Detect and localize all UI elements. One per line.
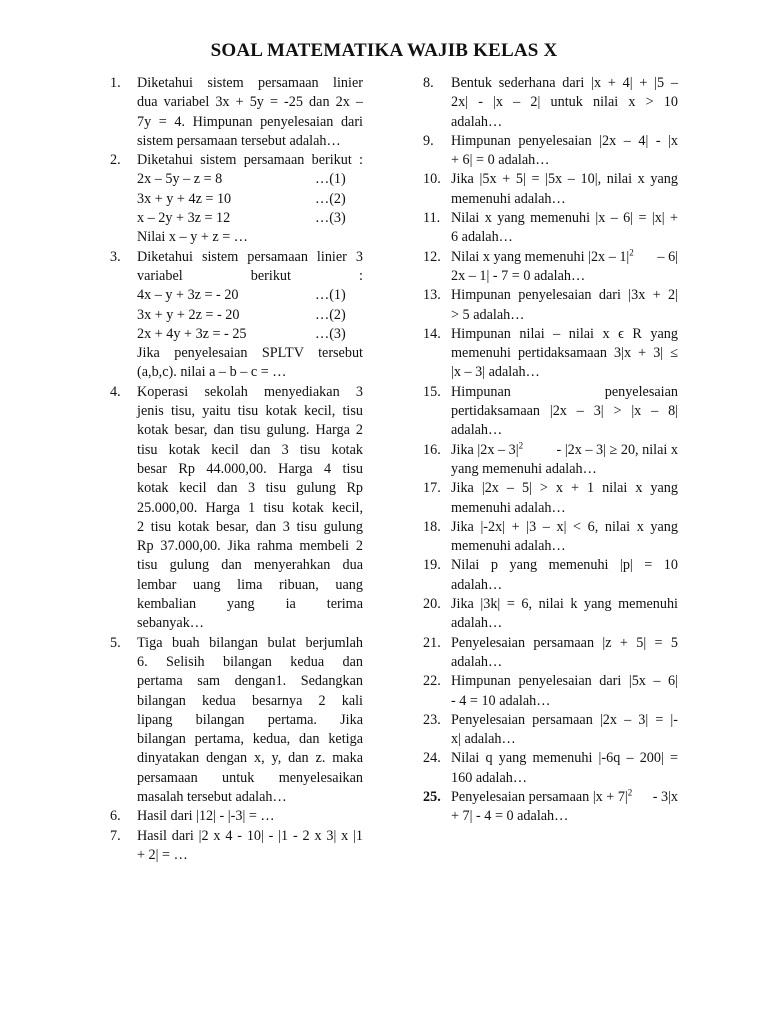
superscript: 2 — [518, 439, 524, 450]
question-text-line: > 5 adalah… — [451, 306, 525, 323]
question-number: 24. — [423, 750, 441, 767]
question-text-line: |x – 3| adalah… — [451, 364, 540, 381]
question-number: 10. — [423, 171, 441, 188]
question-text-line: 6. Selisih bilangan kedua dan — [137, 653, 363, 670]
question-text-line: Nilai x – y + z = … — [137, 229, 248, 246]
question-text-line: Diketahui sistem persamaan linier 3 — [137, 248, 363, 265]
question-text-line: Diketahui sistem persamaan berikut : — [137, 152, 363, 169]
question-text-line: - 4 = 10 adalah… — [451, 692, 551, 709]
question-number: 22. — [423, 673, 441, 690]
question-text-line: Himpunan penyelesaian — [451, 383, 678, 400]
question-number: 11. — [423, 210, 441, 227]
page-title: SOAL MATEMATIKA WAJIB KELAS X — [210, 40, 558, 61]
question-item — [423, 556, 678, 595]
question-text-line: Himpunan penyelesaian |2x – 4| - |x — [451, 132, 678, 149]
question-item — [423, 518, 678, 557]
question-text-line: sebanyak… — [137, 615, 204, 632]
question-number: 20. — [423, 596, 441, 613]
superscript: 2 — [627, 787, 633, 798]
question-item — [110, 634, 363, 808]
equation-tag: …(2) — [315, 306, 346, 323]
question-item — [110, 383, 363, 634]
question-text-line: Tiga buah bilangan bulat berjumlah — [137, 634, 363, 651]
question-item — [423, 788, 678, 827]
question-text-line: Jika penyelesaian SPLTV tersebut — [137, 345, 363, 362]
equation-tag: …(3) — [315, 210, 346, 227]
question-item — [423, 325, 678, 383]
question-text-line: 6 adalah… — [451, 229, 513, 246]
question-text-line: Nilai q yang memenuhi |-6q – 200| = — [451, 750, 678, 767]
question-number: 6. — [110, 808, 121, 825]
question-text-line: (a,b,c). nilai a – b – c = … — [137, 364, 287, 381]
question-text-line: Hasil dari |2 x 4 - 10| - |1 - 2 x 3| x |1 — [137, 827, 363, 844]
question-number: 16. — [423, 441, 441, 458]
equation-text: 2x – 5y – z = 8 — [137, 171, 223, 188]
question-text-line: variabel berikut : — [137, 267, 363, 284]
question-text-line: bilangan pertama, kedua, dan ketiga — [137, 731, 363, 748]
equation-row — [137, 190, 363, 209]
question-text-line: Koperasi sekolah menyediakan 3 — [137, 383, 363, 400]
question-number: 25. — [423, 788, 441, 805]
question-text-line: Nilai x yang memenuhi $|2x - 1|^2$ – 6| — [451, 246, 678, 265]
question-number: 12. — [423, 248, 441, 265]
question-text-line: Diketahui sistem persamaan linier — [137, 75, 363, 91]
question-text-line: pertama sam dengan1. Sedangkan — [137, 673, 363, 690]
question-number: 2. — [110, 152, 121, 169]
question-text-line: jenis tisu, yaitu tisu kotak kecil, tisu — [137, 403, 363, 420]
question-text-line: Jika |5x + 5| = |5x – 10|, nilai x yang — [451, 171, 678, 188]
question-text-line: Rp 37.000,00. Jika rahma membeli 2 — [137, 538, 363, 555]
question-item — [423, 170, 678, 209]
right-column — [423, 74, 678, 827]
question-item — [423, 132, 678, 171]
question-text-line: + 7| - 4 = 0 adalah… — [451, 808, 569, 825]
equation-row — [137, 325, 363, 344]
question-text-line: adalah… — [451, 576, 503, 593]
equation-row — [137, 286, 363, 305]
question-item — [423, 711, 678, 750]
question-text-line: 2x – 1| - 7 = 0 adalah… — [451, 267, 586, 284]
equation-tag: …(1) — [315, 287, 346, 304]
question-text-line: Jika $|2x - 3|^2$ - |2x – 3| ≥ 20, nilai x — [451, 439, 678, 458]
question-number: 9. — [423, 132, 434, 149]
question-text-line: adalah… — [451, 422, 503, 439]
question-text-line: dua variabel 3x + 5y = -25 dan 2x – — [137, 94, 363, 111]
question-text-line: Penyelesaian persamaan $|x + 7|^2$ - 3|x — [451, 787, 678, 805]
question-item — [423, 383, 678, 441]
question-number: 15. — [423, 383, 441, 400]
question-text-line: adalah… — [451, 615, 503, 632]
question-text-line: Penyelesaian persamaan |2x – 3| = |- — [451, 711, 678, 728]
question-number: 13. — [423, 287, 441, 304]
question-text-line: Himpunan penyelesaian dari |3x + 2| — [451, 287, 678, 304]
question-text-line: 160 adalah… — [451, 769, 528, 786]
question-text-line: Nilai p yang memenuhi |p| = 10 — [451, 557, 678, 574]
question-number: 7. — [110, 827, 121, 844]
equation-text: 4x – y + 3z = - 20 — [137, 287, 239, 304]
question-number: 18. — [423, 518, 441, 535]
question-text-line: Himpunan penyelesaian dari |5x – 6| — [451, 673, 678, 690]
question-item — [110, 248, 363, 383]
question-item — [423, 595, 678, 634]
question-item — [110, 807, 363, 826]
question-number: 17. — [423, 480, 441, 497]
question-text-line: adalah… — [451, 113, 503, 130]
question-number: 23. — [423, 711, 441, 728]
question-item — [110, 151, 363, 247]
equation-tag: …(3) — [315, 325, 346, 342]
question-text-line: Jika |3k| = 6, nilai k yang memenuhi — [451, 596, 678, 613]
question-text-line: lembar uang lima ribuan, uang — [137, 576, 363, 593]
superscript: 2 — [629, 246, 634, 257]
equation-text: 3x + y + 4z = 10 — [137, 190, 232, 207]
equation-text: 3x + y + 2z = - 20 — [137, 306, 240, 323]
question-text-line: 2 tisu kotak besar, dan 3 tisu gulung — [137, 518, 363, 535]
question-number: 19. — [423, 557, 441, 574]
question-text-line: 25.000,00. Harga 1 tisu kotak kecil, — [137, 499, 363, 516]
question-text-line: dinyatakan dengan x, y, dan z. maka — [137, 750, 363, 767]
question-text-line: tisu gulung dan menyerahkan dua — [137, 557, 363, 574]
question-text-line: + 6| = 0 adalah… — [451, 152, 550, 169]
question-number: 21. — [423, 634, 441, 651]
question-text-line: adalah… — [451, 653, 503, 670]
question-text-line: pertidaksamaan |2x – 3| > |x – 8| — [451, 403, 678, 420]
question-item — [423, 209, 678, 248]
question-text-line: 2x| - |x – 2| untuk nilai x > 10 — [451, 94, 678, 111]
question-number: 4. — [110, 383, 121, 400]
question-item — [423, 74, 678, 132]
question-number: 3. — [110, 248, 121, 265]
question-text-line: yang memenuhi adalah… — [451, 460, 597, 477]
equation-text: x – 2y + 3z = 12 — [137, 210, 231, 227]
question-text-line: memenuhi pertidaksamaan 3|x + 3| ≤ — [451, 345, 678, 362]
question-text-line: Bentuk sederhana dari |x + 4| + |5 – — [451, 75, 678, 91]
question-text-line: x| adalah… — [451, 731, 516, 748]
left-column — [110, 74, 363, 865]
equation-tag: …(1) — [315, 171, 346, 188]
question-item — [423, 672, 678, 711]
question-text-line: Nilai x yang memenuhi |x – 6| = |x| + — [451, 210, 678, 227]
question-text-line: masalah tersebut adalah… — [137, 788, 287, 805]
question-item — [423, 634, 678, 673]
question-text-line: bilangan kedua besarnya 2 kali — [137, 692, 363, 709]
question-text-line: lipang bilangan pertama. Jika — [137, 711, 363, 728]
question-text-line: Jika |2x – 5| > x + 1 nilai x yang — [451, 480, 678, 497]
question-text-line: Jika |-2x| + |3 – x| < 6, nilai x yang — [451, 518, 678, 535]
question-item — [110, 827, 363, 866]
question-text-line: 7y = 4. Himpunan penyelesaian dari — [137, 113, 363, 130]
question-text-line: memenuhi adalah… — [451, 538, 566, 555]
question-text-line: besar Rp 44.000,00. Harga 4 tisu — [137, 460, 363, 477]
question-text-line: memenuhi adalah… — [451, 190, 566, 207]
equation-text: 2x + 4y + 3z = - 25 — [137, 325, 247, 342]
question-item — [423, 441, 678, 480]
equation-row — [137, 306, 363, 325]
question-text-line: + 2| = … — [137, 846, 188, 863]
question-item — [423, 749, 678, 788]
question-number: 8. — [423, 75, 434, 91]
question-item — [423, 248, 678, 287]
question-text-line: kotak kecil dan 3 tisu gulung Rp — [137, 480, 363, 497]
question-number: 1. — [110, 75, 121, 91]
question-text-line: kembalian yang ia terima — [137, 596, 363, 613]
question-text-line: sistem persamaan tersebut adalah… — [137, 132, 341, 149]
equation-row — [137, 170, 363, 189]
question-text-line: persamaan untuk menyelesaikan — [137, 769, 363, 786]
question-item — [423, 479, 678, 518]
question-number: 5. — [110, 634, 121, 651]
question-text-line: memenuhi adalah… — [451, 499, 566, 516]
equation-tag: …(2) — [315, 190, 346, 207]
question-item — [423, 286, 678, 325]
question-text-line: kotak besar, dan tisu gulung. Harga 2 — [137, 422, 363, 439]
question-text-line: Penyelesaian persamaan |z + 5| = 5 — [451, 634, 678, 651]
question-item — [110, 74, 363, 151]
question-text-line: Himpunan nilai – nilai x ϵ R yang — [451, 325, 678, 342]
equation-row — [137, 209, 363, 228]
question-number: 14. — [423, 325, 441, 342]
question-text-line: tisu kotak kecil dan 3 tisu kotak — [137, 441, 363, 458]
question-text-line: Hasil dari |12| - |-3| = … — [137, 808, 275, 825]
